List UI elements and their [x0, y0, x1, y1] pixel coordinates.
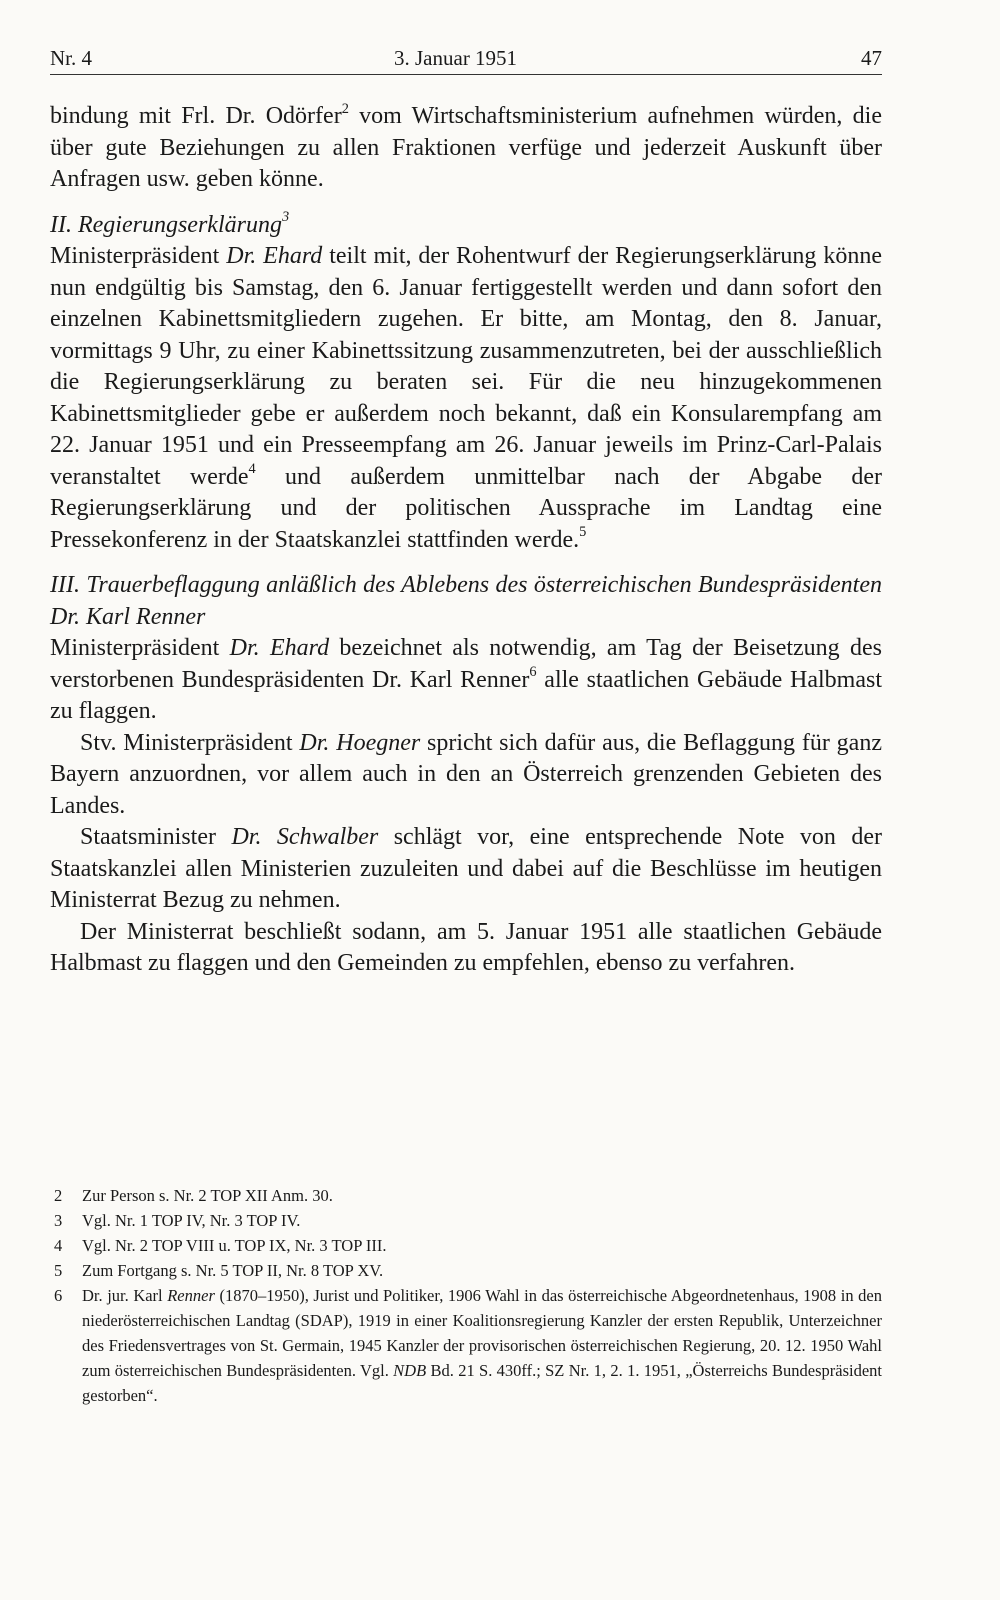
footnote-ref-3: 3: [281, 209, 290, 226]
footnote-text: Dr. jur. Karl Renner (1870–1950), Jurist und Politiker, 1906 Wahl in das österreichische Abgeordnetenhaus, 1908 in den niederösterreichischen Landtag (SDAP), 1919 in einer Koalitionsregierung Kanzler der ersten Republik, Unterzeichner des Friedensvertrages von St. Germain, 1945 Kanzler der provisorischen österreichischen Regierung, 20. 12. 1950 Wahl zum österreichischen Bundespräsidenten. Vgl. NDB Bd. 21 S. 430ff.; SZ Nr. 1, 2. 1. 1951, „Österreichs Bundespräsident gestorben“.: [82, 1286, 882, 1405]
page-header: [50, 40, 882, 75]
footnote-text: Vgl. Nr. 1 TOP IV, Nr. 3 TOP IV.: [82, 1211, 301, 1230]
page-number: 47: [861, 46, 882, 70]
ndb-abbreviation: NDB: [393, 1361, 427, 1380]
person-name: Dr. Ehard: [229, 635, 330, 661]
footnote-number: 3: [54, 1211, 63, 1230]
footnote-number: 2: [54, 1186, 63, 1205]
paragraph-resolution: Der Ministerrat beschließt sodann, am 5. Januar 1951 alle staatlichen Gebäude Halbmast zu flaggen und den Gemeinden zu empfehlen, ebenso zu verfahren.: [50, 918, 882, 976]
footnote-number: 4: [54, 1236, 63, 1255]
meeting-date: 3. Januar 1951: [394, 46, 518, 70]
footnote: [50, 1258, 882, 1283]
footnote: [50, 1183, 882, 1208]
footnotes: [50, 1183, 882, 1408]
footnote: [50, 1283, 882, 1408]
paragraph-ehard-flag: Ministerpräsident Dr. Ehard bezeichnet als notwendig, am Tag der Beisetzung des verstorbenen Bundespräsidenten Dr. Karl Renner$^6$ alle staatlichen Gebäude Halbmast zu flaggen.: [50, 635, 882, 724]
footnote-number: 6: [54, 1286, 63, 1305]
footnote-ref-2: 2: [341, 100, 349, 117]
section-heading-iii: III. Trauerbeflaggung anläßlich des Ablebens des österreichischen Bundespräsidenten Dr. Karl Renner: [50, 572, 882, 630]
main-text: [50, 101, 882, 980]
footnote-number: 5: [54, 1261, 63, 1280]
paragraph-ehard-announcement: Ministerpräsident Dr. Ehard teilt mit, der Rohentwurf der Regierungserklärung könne nun endgültig bis Samstag, den 6. Januar fertiggestellt werden und dann sofort den einzelnen Kabinettsmitgliedern zugehen. Er bitte, am Montag, den 8. Januar, vormittags 9 Uhr, zu einer Kabinettssitzung zusammenzutreten, bei der ausschließlich die Regierungserklärung zu beraten sei. Für die neu hinzugekommenen Kabinettsmitglieder gebe er außerdem noch bekannt, daß ein Konsularempfang am 22. Januar 1951 und ein Presseempfang am 26. Januar jeweils im Prinz-Carl-Palais veranstaltet werde$^4$ und außerdem unmittelbar nach der Abgabe der Regierungserklärung und der politischen Aussprache im Landtag eine Pressekonferenz in der Staatskanzlei stattfinden werde.$^5$: [50, 243, 882, 553]
paragraph-continuation: bindung mit Frl. Dr. Odörfer$^2$ vom Wirtschaftsministerium aufnehmen würden, die über gute Beziehungen zu allen Fraktionen verfüge und jederzeit Auskunft über Anfragen usw. geben könne.: [50, 100, 882, 192]
footnote-ref-5: 5: [579, 524, 587, 541]
footnote-text: Zum Fortgang s. Nr. 5 TOP II, Nr. 8 TOP XV.: [82, 1261, 384, 1280]
person-name: Dr. Schwalber: [231, 824, 379, 850]
footnote-ref-4: 4: [248, 461, 256, 478]
footnote-text: Vgl. Nr. 2 TOP VIII u. TOP IX, Nr. 3 TOP III.: [82, 1236, 387, 1255]
footnote: [50, 1208, 882, 1233]
footnote-ref-6: 6: [529, 664, 537, 681]
person-name: Renner: [167, 1286, 215, 1305]
footnote: [50, 1233, 882, 1258]
person-name: Dr. Hoegner: [299, 729, 421, 756]
footnote-text: Zur Person s. Nr. 2 TOP XII Anm. 30.: [82, 1186, 333, 1205]
paragraph-schwalber: Staatsminister Dr. Schwalber schlägt vor, eine entsprechende Note von der Staatskanzlei allen Ministerien zuzuleiten und dabei auf die Beschlüsse im heutigen Ministerrat Bezug zu nehmen.: [50, 824, 883, 913]
document-number: Nr. 4: [50, 46, 92, 70]
section-heading-ii: II. Regierungserklärung$^3$: [50, 209, 290, 238]
paragraph-hoegner: Stv. Ministerpräsident Dr. Hoegner spricht sich dafür aus, die Beflaggung für ganz Bayern anzuordnen, vor allem auch in den an Österreich grenzenden Gebieten des Landes.: [50, 729, 882, 819]
person-name: Dr. Ehard: [226, 243, 323, 269]
